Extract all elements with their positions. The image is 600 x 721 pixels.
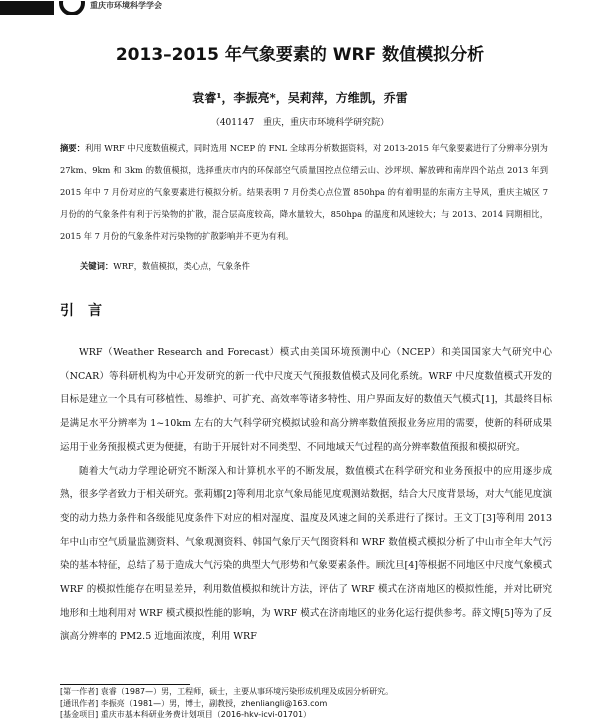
body-text bbox=[60, 341, 552, 649]
abstract-text: 利用 WRF 中尺度数值模式，同时选用 NCEP 的 FNL 全球再分析数据资料，对 2013-2015 年气象要素进行了分辨率分别为 27km、9km 和 3km 的数值模拟，选择重庆市内的环保部空气质量国控点位缙云山、沙坪坝、解放碑和南岸四个站点 2013 年到 2015 年中 7 月份对应的气象要素进行模拟分析。结果表明 7 月份类心点位置 850hpa 的有着明显的东南方主导风，重庆主城区 7 月份的的气象条件有利于污染物的扩散，混合层高度较高，降水量较大，850hpa 的温度和风速较大；与 2013、2014 同期相比，2015 年 7 月份的气象条件对污染物的扩散影响并不更为有利。 bbox=[60, 143, 548, 241]
section-heading: 引言 bbox=[60, 303, 116, 319]
affiliation: （401147 重庆，重庆市环境科学研究院） bbox=[210, 118, 390, 128]
footnotes bbox=[60, 686, 560, 721]
journal-logo-mark bbox=[0, 1, 90, 15]
paragraph: WRF（Weather Research and Forecast）模式由美国环境预测中心（NCEP）和美国国家大气研究中心（NCAR）等科研机构为中心开发研究的新一代中尺度天气预报数值模式及同化系统。WRF 中尺度数值模式开发的目标是建立一个具有可移植性、易维护、可扩充、高效率等诸多特性、用户界面友好的数值天气模式[1]，其最终目标是满足水平分辨率为 1~10km 左右的大气科学研究模拟试验和高分辨率数值预报业务应用的需要，使新的科研成果运用于业务预报模式更为便捷，有助于开展针对不同类型、不同地域天气过程的高分辨率数值预报和模拟研究。 bbox=[60, 347, 552, 453]
paragraph: 随着大气动力学理论研究不断深入和计算机水平的不断发展，数值模式在科学研究和业务预报中的应用逐步成熟，很多学者致力于相关研究。张莉娜[2]等利用北京气象局能见度观测站数据，结合大尺度背景场，对大气能见度演变的动力热力条件和各级能见度条件下对应的相对湿度、温度及风速之间的关系进行了探讨。王文丁[3]等利用 2013 年中山市空气质量监测资料、气象观测资料、韩国气象厅天气图资料和 WRF 数值模式模拟分析了中山市全年大气污染的基本特征，总结了易于造成大气污染的典型大气形势和气象要素条件。顾沈旦[4]等根据不同地区中尺度气象模式 WRF 的模拟性能存在明显差异，利用数值模拟和统计方法，评估了 WRF 模式在济南地区的模拟性能，并对比研究地形和土地利用对 WRF 模式模拟性能的影响，为 WRF 模式在济南地区的业务化运行提供参考。薛文博[5]等为了反演高分辨率的 PM2.5 近地面浓度，利用 WRF bbox=[60, 465, 552, 643]
abstract-label: 摘要： bbox=[60, 143, 85, 153]
keywords bbox=[80, 260, 550, 272]
journal-logo-text: 重庆市环境科学学会 bbox=[90, 1, 162, 10]
footnote-corresponding-author: [通讯作者] 李振亮（1981—）男，博士，副教授，zhenliangli@163.com bbox=[60, 698, 328, 708]
keywords-label: 关键词： bbox=[80, 261, 114, 271]
abstract bbox=[60, 137, 548, 247]
page-title: 2013–2015 年气象要素的 WRF 数值模拟分析 bbox=[115, 45, 485, 65]
footnote-funding: [基金项目] 重庆市基本科研业务费计划项目（2016-hkv-icvi-01701） bbox=[60, 710, 312, 719]
keywords-text: WRF，数值模拟，类心点，气象条件 bbox=[113, 261, 250, 271]
footnote-divider bbox=[60, 684, 190, 685]
footnote-first-author: [第一作者] 袁睿（1987—）男，工程师，硕士，主要从事环境污染形成机理及成因分析研究。 bbox=[60, 687, 394, 696]
author-list: 袁睿¹，李振亮*，吴莉萍，方维凯，乔雷 bbox=[192, 91, 408, 105]
